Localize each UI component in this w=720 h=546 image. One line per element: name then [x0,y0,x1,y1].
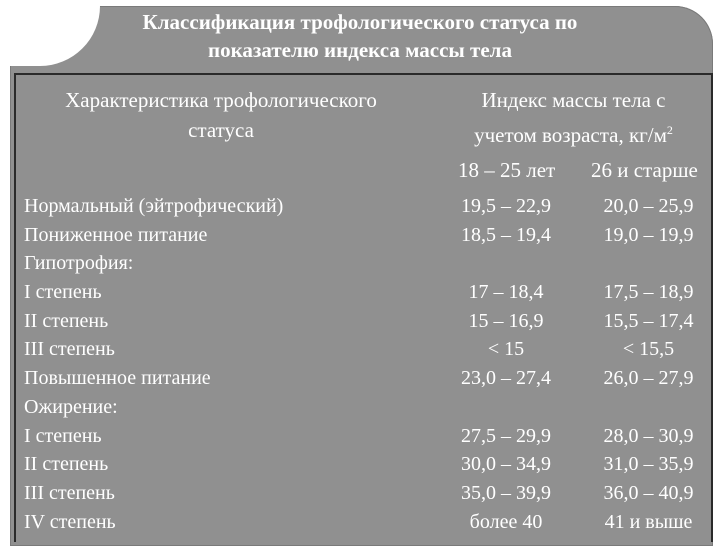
age-col-1: 18 – 25 лет [458,158,556,182]
row-label: III степень [24,481,115,504]
row-label: IV степень [24,510,116,533]
value-18-25: 27,5 – 29,9 [461,424,551,447]
table-row [16,310,711,339]
value-26-plus: 19,0 – 19,9 [603,223,694,246]
value-18-25: 35,0 – 39,9 [461,481,551,504]
value-26-plus: 26,0 – 27,9 [603,367,694,390]
table-row [16,338,711,367]
row-label: Повышенное питание [24,367,211,390]
row-label: Нормальный (эйтрофический) [24,195,284,217]
row-label: II степень [24,309,109,332]
title-line-2: показателю индекса массы тела [208,38,512,62]
table-body [16,195,711,539]
slide-title [60,8,660,64]
header-bmi [436,85,711,150]
table-row [16,281,711,310]
header-characteristic-line-1: Характеристика трофологического [65,88,377,112]
row-label: Ожирение: [24,395,118,418]
value-26-plus: 36,0 – 40,9 [603,481,694,504]
table-row [16,224,711,253]
value-26-plus: 17,5 – 18,9 [603,281,694,304]
table-row [16,425,711,454]
table-row [16,482,711,511]
header-bmi-line-2 [436,115,711,150]
value-26-plus: 20,0 – 25,9 [603,195,694,217]
table-row [16,367,711,396]
value-26-plus: 31,0 – 35,9 [603,453,694,476]
value-26-plus: 15,5 – 17,4 [603,309,694,332]
row-label: I степень [24,281,102,304]
value-18-25: 18,5 – 19,4 [461,223,551,246]
table-row [16,396,711,425]
value-18-25: 30,0 – 34,9 [461,453,551,476]
value-26-plus: 41 и выше [604,510,693,533]
value-18-25: более 40 [469,510,543,533]
row-label: II степень [24,453,109,476]
header-bmi-line-1: Индекс массы тела с [481,88,666,112]
age-col-2: 26 и старше [591,158,698,182]
row-label: III степень [24,338,115,361]
header-bmi-unit: учетом возраста, кг/м [474,123,667,147]
header-characteristic [36,85,406,145]
value-18-25: 15 – 16,9 [468,309,544,332]
table-row [16,511,711,540]
value-18-25: 19,5 – 22,9 [461,195,551,217]
value-26-plus: 28,0 – 30,9 [603,424,694,447]
value-18-25: 23,0 – 27,4 [461,367,551,390]
table-row [16,252,711,281]
value-26-plus: < 15,5 [622,338,675,361]
header-characteristic-line-2: статуса [188,118,254,142]
value-18-25: < 15 [487,338,525,361]
row-label: I степень [24,424,102,447]
row-label: Гипотрофия: [24,252,134,275]
table-row [16,453,711,482]
table-row [16,195,711,224]
row-label: Пониженное питание [24,223,208,246]
header-bmi-unit-sup: 2 [666,123,673,137]
age-subheader [436,158,711,188]
title-line-1: Классификация трофологического статуса по [142,10,578,34]
value-18-25: 17 – 18,4 [468,281,544,304]
classification-table [14,73,713,542]
